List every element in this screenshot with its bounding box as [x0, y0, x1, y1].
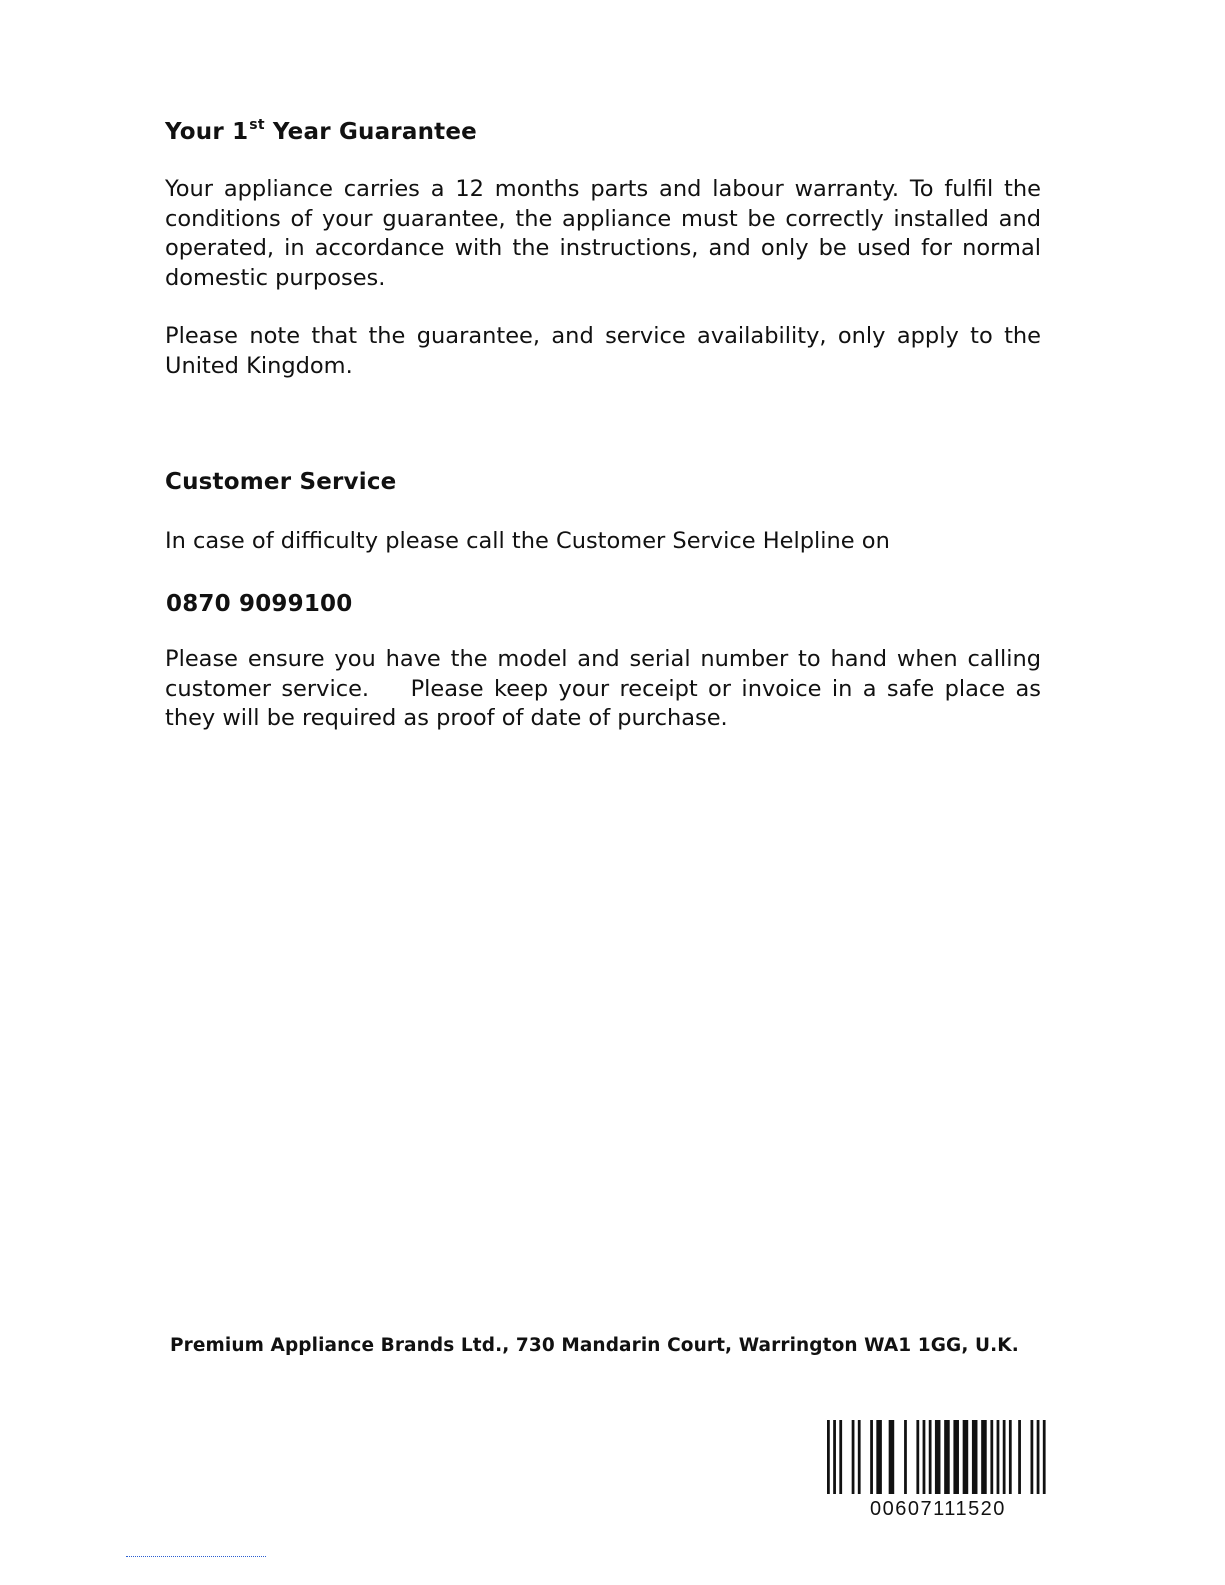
customer-service-heading: Customer Service — [165, 469, 397, 495]
barcode-bar — [1031, 1420, 1034, 1494]
barcode-bar — [852, 1420, 855, 1494]
barcode-bar — [944, 1420, 950, 1494]
barcode-bar — [889, 1420, 895, 1494]
barcode-bar — [990, 1420, 993, 1494]
barcode-bar — [1043, 1420, 1046, 1494]
barcode-bar — [876, 1420, 882, 1494]
receipt-line: they will be required as proof of date of purchase. — [165, 705, 728, 731]
barcode-bar — [963, 1420, 969, 1494]
receipt-line: Please ensure you have the model and serial number to hand when calling — [165, 646, 1041, 672]
company-address: Premium Appliance Brands Ltd., 730 Mandarin Court, Warrington WA1 1GG, U.K. — [170, 1335, 1019, 1356]
warranty-line: operated, in accordance with the instructions, and only be used for normal — [165, 235, 1041, 261]
barcode-bar — [858, 1420, 861, 1494]
guarantee-heading-suffix: Year Guarantee — [264, 119, 477, 145]
helpline-intro-text: In case of difficulty please call the Customer Service Helpline on — [165, 528, 890, 554]
guarantee-heading-ordinal: st — [249, 117, 265, 133]
barcode-bar — [833, 1420, 836, 1494]
barcode-bar — [972, 1420, 978, 1494]
helpline-phone-number: 0870 9099100 — [166, 591, 353, 617]
receipt-instructions-paragraph — [165, 645, 1041, 734]
barcode-bar — [953, 1420, 959, 1494]
barcode-bar — [1018, 1420, 1021, 1494]
barcode-bar — [870, 1420, 873, 1494]
barcode-bar — [916, 1420, 919, 1494]
barcode-bar — [981, 1420, 987, 1494]
warranty-line: domestic purposes. — [165, 264, 386, 291]
barcode-number: 00607111520 — [870, 1498, 1006, 1520]
barcode-bar — [997, 1420, 1000, 1494]
barcode-bar — [1003, 1420, 1006, 1494]
page-edge-link-mark — [126, 1556, 266, 1557]
warranty-paragraph — [165, 175, 1041, 293]
barcode-bar — [1009, 1420, 1012, 1494]
barcode-bar — [1037, 1420, 1040, 1494]
warranty-line: Your appliance carries a 12 months parts and labour warranty. To fulfil the — [165, 176, 1041, 202]
warranty-line: conditions of your guarantee, the appliance must be correctly installed and — [165, 205, 1041, 232]
barcode-bar — [935, 1420, 941, 1494]
barcode-image — [827, 1420, 1049, 1494]
barcode-bar — [929, 1420, 932, 1494]
guarantee-heading-prefix: Your 1 — [165, 119, 249, 145]
uk-availability-paragraph — [165, 322, 1041, 381]
uk-line: Please note that the guarantee, and service availability, only apply to the — [165, 323, 1041, 349]
barcode-bar — [923, 1420, 926, 1494]
guarantee-heading — [165, 117, 477, 145]
receipt-line: customer service. Please keep your receipt or invoice in a safe place as — [165, 675, 1041, 702]
barcode-bar — [827, 1420, 830, 1494]
barcode-bar — [904, 1420, 907, 1494]
barcode-bar — [839, 1420, 842, 1494]
uk-line: United Kingdom. — [165, 352, 353, 379]
helpline-intro — [165, 527, 1041, 557]
